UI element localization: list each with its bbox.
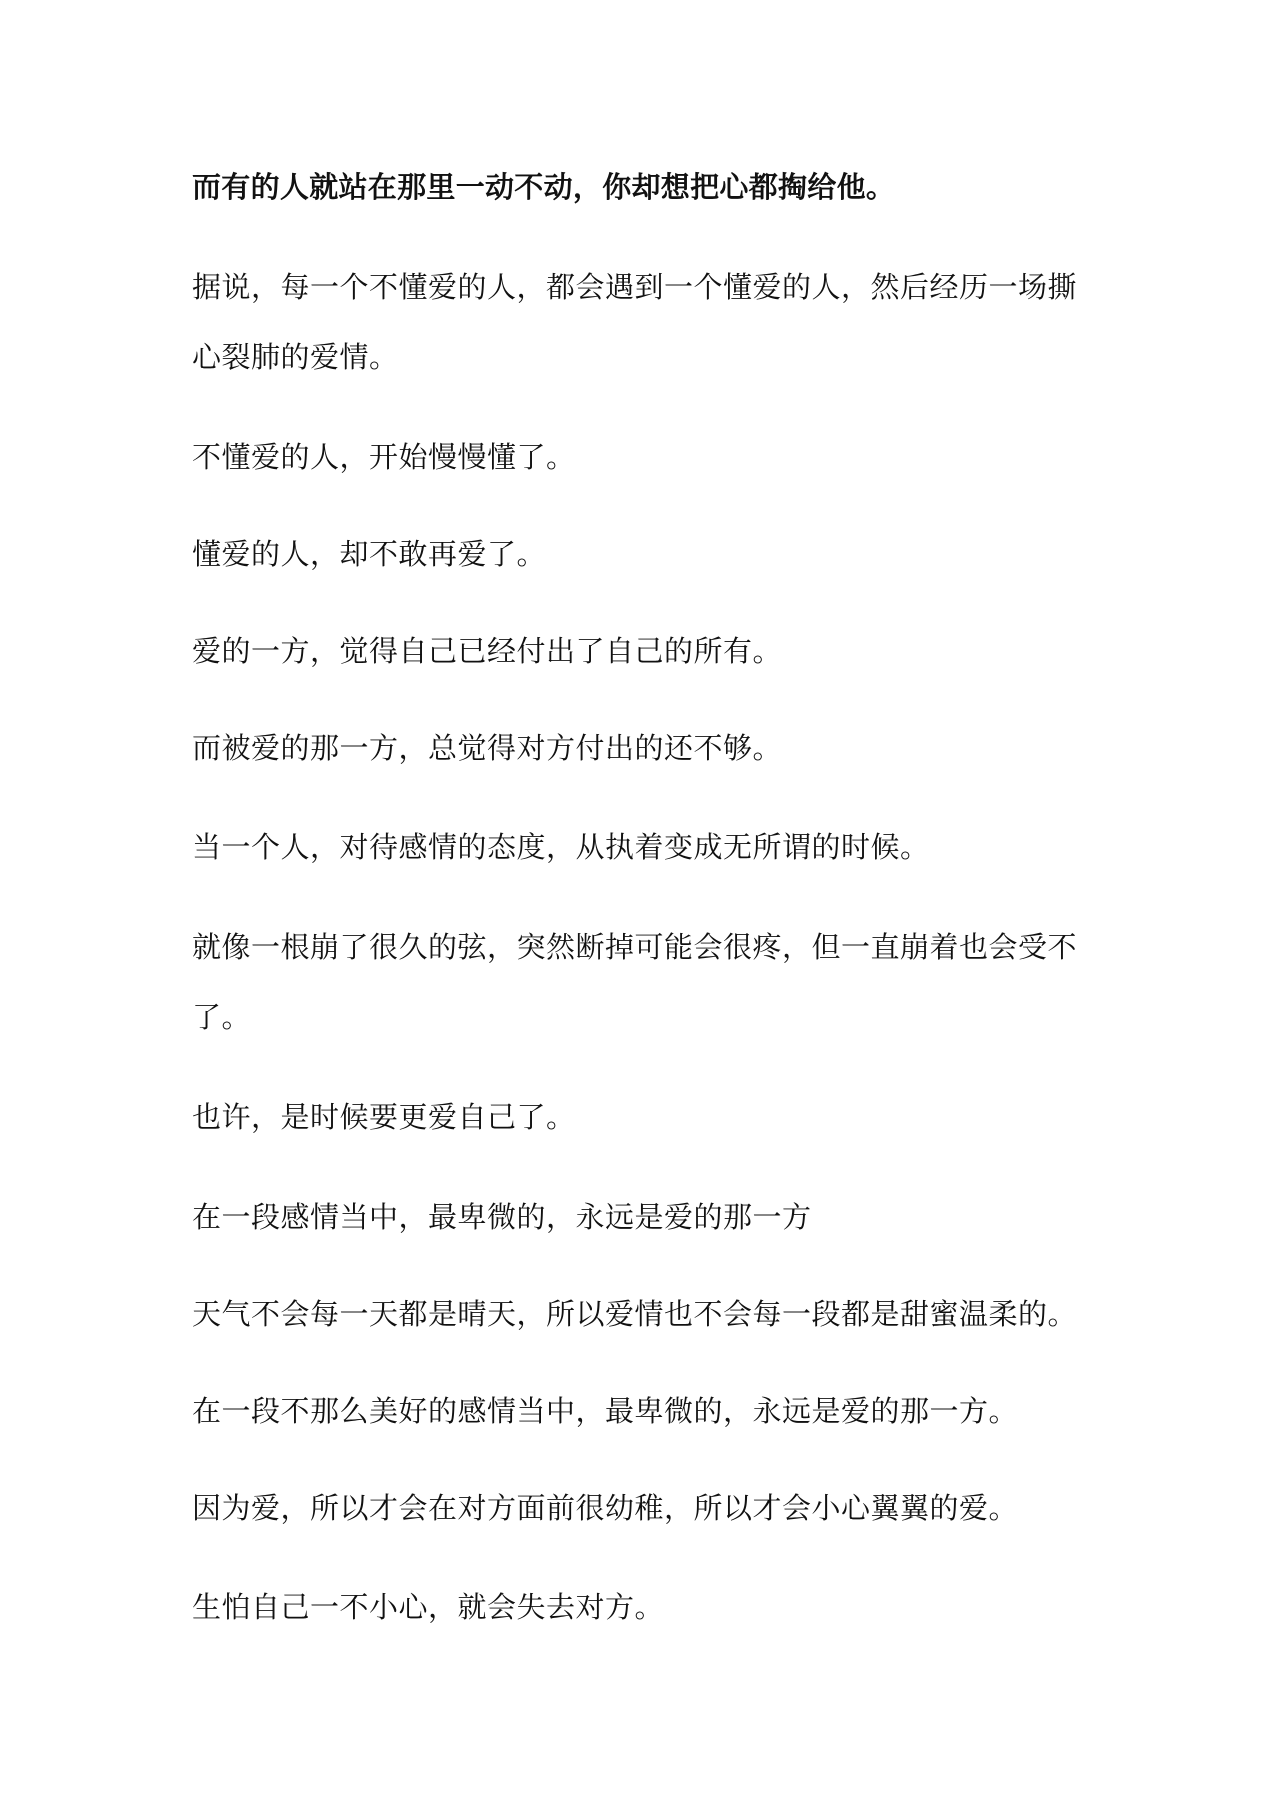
paragraph: 不懂爱的人，开始慢慢懂了。 (192, 440, 576, 474)
paragraph: 天气不会每一天都是晴天，所以爱情也不会每一段都是甜蜜温柔的。 (192, 1297, 1078, 1331)
paragraph-line: 就像一根崩了很久的弦，突然断掉可能会很疼，但一直崩着也会受不 (192, 930, 1078, 964)
paragraph-line: 心裂肺的爱情。 (192, 340, 399, 374)
paragraph: 在一段不那么美好的感情当中，最卑微的，永远是爱的那一方。 (192, 1394, 1019, 1428)
paragraph-line: 了。 (192, 1000, 252, 1034)
paragraph: 爱的一方，觉得自己已经付出了自己的所有。 (192, 634, 783, 668)
paragraph: 因为爱，所以才会在对方面前很幼稚，所以才会小心翼翼的爱。 (192, 1491, 1019, 1525)
paragraph: 也许，是时候要更爱自己了。 (192, 1100, 576, 1134)
paragraph: 生怕自己一不小心，就会失去对方。 (192, 1590, 665, 1624)
paragraph: 而被爱的那一方，总觉得对方付出的还不够。 (192, 731, 783, 765)
heading-paragraph: 而有的人就站在那里一动不动，你却想把心都掏给他。 (192, 170, 896, 204)
paragraph: 懂爱的人，却不敢再爱了。 (192, 537, 547, 571)
paragraph: 在一段感情当中，最卑微的，永远是爱的那一方 (192, 1200, 812, 1234)
paragraph-line: 据说，每一个不懂爱的人，都会遇到一个懂爱的人，然后经历一场撕 (192, 270, 1078, 304)
paragraph: 当一个人，对待感情的态度，从执着变成无所谓的时候。 (192, 830, 930, 864)
